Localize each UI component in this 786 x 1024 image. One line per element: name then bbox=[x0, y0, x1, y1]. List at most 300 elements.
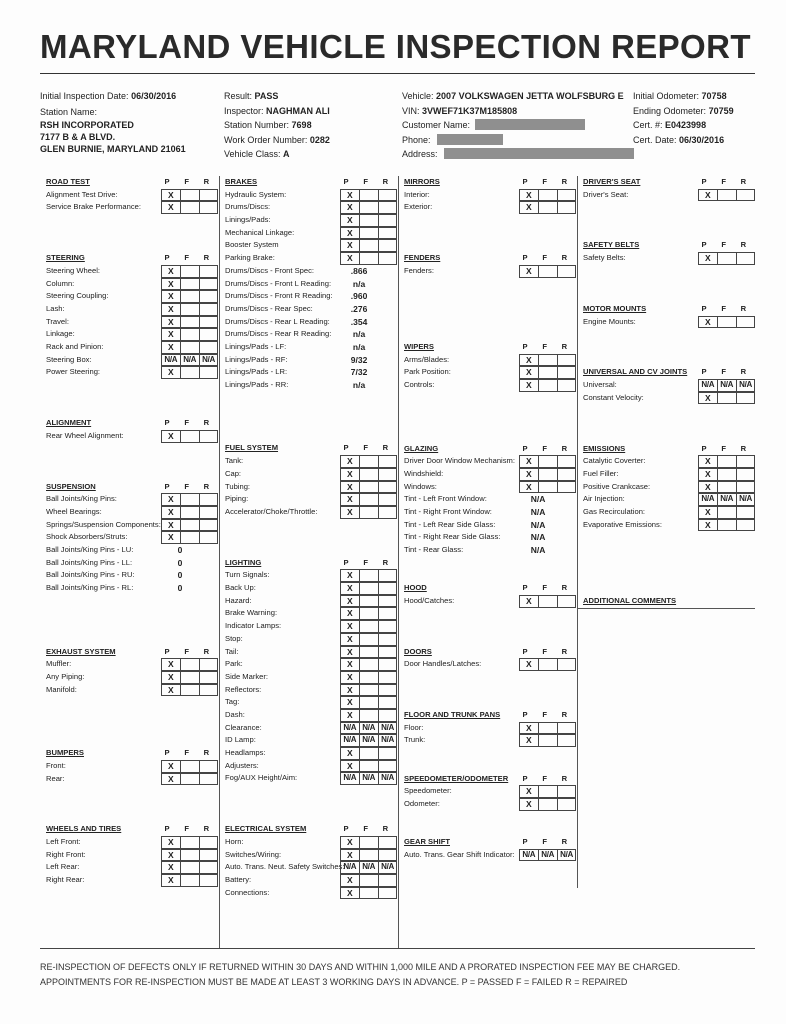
column-heading-f: F bbox=[542, 646, 547, 656]
checklist-row-park-position bbox=[398, 366, 577, 379]
column-heading-r: R bbox=[561, 177, 568, 186]
item-label: Steering Coupling: bbox=[46, 291, 109, 301]
column-heading-f: F bbox=[721, 443, 726, 453]
item-label: Linings/Pads - LR: bbox=[225, 367, 288, 377]
item-label: Interior: bbox=[404, 189, 430, 199]
checklist-row-drums-discs-front-r-reading bbox=[219, 290, 398, 303]
section-spacer bbox=[40, 785, 219, 823]
pfr-cells bbox=[340, 646, 397, 659]
cell-p: X bbox=[519, 366, 539, 379]
cell-f bbox=[359, 696, 379, 709]
cell-p: X bbox=[161, 316, 181, 329]
result: PASS bbox=[254, 91, 279, 101]
cell-p: X bbox=[519, 265, 539, 278]
station-line2: 7177 B & A BLVD. bbox=[40, 132, 116, 142]
cell-p: X bbox=[519, 798, 539, 811]
cell-r bbox=[557, 354, 577, 367]
cell-r bbox=[199, 760, 219, 773]
checklist-row-auto-trans-gear-shift-indicator bbox=[398, 849, 577, 862]
item-label: Speedometer: bbox=[404, 786, 452, 796]
item-label: Universal: bbox=[583, 380, 617, 390]
cell-r bbox=[557, 189, 577, 202]
section-title: STEERING bbox=[46, 253, 85, 263]
item-label: Fog/AUX Height/Aim: bbox=[225, 773, 298, 783]
cell-r: N/A bbox=[378, 772, 398, 785]
cell-p: N/A bbox=[340, 772, 360, 785]
cell-f bbox=[717, 481, 737, 494]
item-label: Muffler: bbox=[46, 659, 72, 669]
cell-f bbox=[538, 379, 558, 392]
column-heading-f: F bbox=[721, 303, 726, 313]
item-label: Fenders: bbox=[404, 265, 434, 275]
cell-f bbox=[180, 328, 200, 341]
cell-f: N/A bbox=[717, 379, 737, 392]
cell-f bbox=[717, 392, 737, 405]
cell-p: X bbox=[340, 760, 360, 773]
customer-label: Customer Name: bbox=[402, 120, 471, 130]
checklist-row-reflectors bbox=[219, 684, 398, 697]
pfr-cells bbox=[340, 506, 397, 519]
checklist-row-tint-left-front-window bbox=[398, 493, 577, 506]
cell-p: X bbox=[340, 620, 360, 633]
measurement-value: .866 bbox=[350, 265, 368, 276]
cell-r bbox=[557, 481, 577, 494]
cell-p: X bbox=[340, 671, 360, 684]
cell-p: X bbox=[340, 709, 360, 722]
item-label: Drums/Discs - Rear Spec: bbox=[225, 303, 313, 313]
column-heading-f: F bbox=[542, 443, 547, 453]
cell-r bbox=[378, 481, 398, 494]
inspector: NAGHMAN ALI bbox=[266, 105, 330, 116]
section-spacer bbox=[398, 278, 577, 342]
cell-r bbox=[378, 709, 398, 722]
checklist-row-piping bbox=[219, 493, 398, 506]
cell-f bbox=[359, 646, 379, 659]
column-heading-p: P bbox=[164, 253, 170, 263]
cell-f bbox=[180, 836, 200, 849]
cell-f bbox=[359, 633, 379, 646]
section-spacer bbox=[40, 696, 219, 747]
cert-number: E0423998 bbox=[665, 120, 707, 130]
checklist-row-booster-system bbox=[219, 239, 398, 252]
cell-p: X bbox=[698, 392, 718, 405]
checklist-row-accelerator-choke-throttle bbox=[219, 506, 398, 519]
cell-p: X bbox=[519, 481, 539, 494]
section-header-motor-mounts bbox=[577, 303, 755, 316]
pfr-cells bbox=[161, 341, 218, 354]
checklist-row-connections bbox=[219, 887, 398, 900]
section-spacer bbox=[40, 214, 219, 252]
cell-p: X bbox=[519, 734, 539, 747]
column-heading-r: R bbox=[740, 443, 747, 453]
cell-r bbox=[557, 201, 577, 214]
checklist-row-linings-pads bbox=[219, 214, 398, 227]
cell-f bbox=[180, 316, 200, 329]
item-label: Accelerator/Choke/Throttle: bbox=[225, 506, 318, 516]
column-heading-p: P bbox=[701, 367, 707, 377]
cell-r: N/A bbox=[378, 861, 398, 874]
column-heading-p: P bbox=[522, 342, 528, 352]
column-heading-r: R bbox=[203, 646, 210, 656]
section-header-steering bbox=[40, 252, 219, 265]
cell-p: X bbox=[161, 430, 181, 443]
checklist-row-headlamps bbox=[219, 747, 398, 760]
cell-r bbox=[557, 468, 577, 481]
item-label: Piping: bbox=[225, 494, 249, 504]
pfr-cells bbox=[161, 201, 218, 214]
cell-p: X bbox=[340, 468, 360, 481]
cell-f bbox=[180, 430, 200, 443]
address-redaction bbox=[444, 148, 634, 159]
section-spacer bbox=[577, 328, 755, 366]
cell-f bbox=[538, 658, 558, 671]
item-label: Horn: bbox=[225, 836, 244, 846]
pfr-cells bbox=[161, 684, 218, 697]
cell-r bbox=[199, 366, 219, 379]
item-label: Hazard: bbox=[225, 595, 252, 605]
item-label: Arms/Blades: bbox=[404, 354, 450, 364]
cell-p: X bbox=[340, 849, 360, 862]
checklist-row-universal bbox=[577, 379, 755, 392]
section-title: BUMPERS bbox=[46, 748, 84, 758]
cell-p: X bbox=[340, 506, 360, 519]
pfr-cells bbox=[340, 493, 397, 506]
pfr-cells bbox=[519, 595, 576, 608]
checklist-row-wheel-bearings bbox=[40, 506, 219, 519]
checklist-row-ball-joints-king-pins-rl bbox=[40, 582, 219, 595]
column-heading-r: R bbox=[203, 253, 210, 263]
section-header-road-test bbox=[40, 176, 219, 189]
cell-r bbox=[557, 722, 577, 735]
pfr-cells bbox=[340, 696, 397, 709]
column-heading-p: P bbox=[343, 443, 349, 453]
measurement-value: 9/32 bbox=[350, 354, 368, 365]
checklist-row-park bbox=[219, 658, 398, 671]
section-spacer bbox=[219, 519, 398, 557]
pfr-cells bbox=[340, 684, 397, 697]
section-title: GEAR SHIFT bbox=[404, 837, 450, 846]
cell-f bbox=[538, 722, 558, 735]
cell-f bbox=[538, 595, 558, 608]
cell-p: X bbox=[340, 239, 360, 252]
checklist-row-turn-signals bbox=[219, 569, 398, 582]
checklist-row-tag bbox=[219, 696, 398, 709]
cell-r bbox=[199, 328, 219, 341]
section-title: BRAKES bbox=[225, 177, 258, 186]
cell-f bbox=[538, 481, 558, 494]
checklist-row-brake-warning bbox=[219, 607, 398, 620]
checklist-row-gas-recirculation bbox=[577, 506, 755, 519]
measurement-value: 0 bbox=[177, 545, 183, 556]
header-vehicle-block bbox=[402, 89, 634, 162]
cell-p: X bbox=[340, 696, 360, 709]
section-title: ROAD TEST bbox=[46, 177, 90, 186]
column-heading-r: R bbox=[740, 240, 747, 250]
header-result-block bbox=[224, 89, 330, 162]
item-label: Air Injection: bbox=[583, 494, 625, 504]
cell-r bbox=[736, 468, 756, 481]
pfr-cells bbox=[340, 607, 397, 620]
checklist-row-lash bbox=[40, 303, 219, 316]
cell-p: X bbox=[161, 201, 181, 214]
column-heading-r: R bbox=[561, 837, 568, 846]
cell-r bbox=[378, 620, 398, 633]
item-label: Controls: bbox=[404, 380, 435, 390]
cell-p: X bbox=[161, 303, 181, 316]
cell-r bbox=[378, 189, 398, 202]
pfr-cells bbox=[519, 785, 576, 798]
cell-p: X bbox=[161, 684, 181, 697]
cell-r bbox=[557, 265, 577, 278]
item-label: Wheel Bearings: bbox=[46, 506, 102, 516]
checklist-row-linings-pads-lf bbox=[219, 341, 398, 354]
cell-p: X bbox=[340, 252, 360, 265]
item-label: ID Lamp: bbox=[225, 735, 256, 745]
cell-f bbox=[180, 671, 200, 684]
cell-p: X bbox=[161, 531, 181, 544]
cell-p: X bbox=[698, 506, 718, 519]
item-label: Mechanical Linkage: bbox=[225, 227, 295, 237]
section-header-lighting bbox=[219, 557, 398, 570]
cell-p: X bbox=[161, 328, 181, 341]
cell-r: N/A bbox=[557, 849, 577, 862]
checklist-row-left-rear bbox=[40, 861, 219, 874]
item-label: Rear Wheel Alignment: bbox=[46, 430, 124, 440]
item-label: Door Handles/Latches: bbox=[404, 659, 482, 669]
cell-p: X bbox=[161, 760, 181, 773]
cell-f: N/A bbox=[359, 722, 379, 735]
initial-date-label: Initial Inspection Date: bbox=[40, 91, 129, 101]
measurement-value: n/a bbox=[352, 341, 366, 352]
cell-r bbox=[378, 646, 398, 659]
item-label: Drums/Discs: bbox=[225, 202, 271, 212]
cell-r bbox=[378, 747, 398, 760]
section-title: MIRRORS bbox=[404, 177, 440, 186]
item-label: Headlamps: bbox=[225, 748, 266, 758]
footer-line2: APPOINTMENTS FOR RE-INSPECTION MUST BE MADE AT LEAST 3 WORKING DAYS IN ADVANCE. P = PASSED F = FAILED R = REPAIRED bbox=[40, 976, 628, 987]
cell-r bbox=[736, 392, 756, 405]
cell-f bbox=[717, 252, 737, 265]
pfr-cells bbox=[340, 658, 397, 671]
item-label: Driver Door Window Mechanism: bbox=[404, 456, 515, 466]
pfr-cells bbox=[161, 531, 218, 544]
pfr-cells bbox=[519, 481, 576, 494]
cell-f bbox=[538, 468, 558, 481]
column-heading-f: F bbox=[184, 418, 189, 428]
checklist-row-linings-pads-lr bbox=[219, 366, 398, 379]
cell-p: N/A bbox=[340, 722, 360, 735]
pfr-cells bbox=[340, 734, 397, 747]
cell-f bbox=[359, 747, 379, 760]
cell-f bbox=[538, 366, 558, 379]
cell-p: X bbox=[161, 189, 181, 202]
section-title: DOORS bbox=[404, 646, 432, 656]
cell-p: X bbox=[698, 468, 718, 481]
column-heading-p: P bbox=[522, 443, 528, 453]
item-label: Indicator Lamps: bbox=[225, 621, 282, 631]
cell-f bbox=[359, 849, 379, 862]
cell-f bbox=[180, 861, 200, 874]
item-label: Springs/Suspension Components: bbox=[46, 519, 161, 529]
cell-r bbox=[378, 633, 398, 646]
checklist-row-drums-discs-front-l-reading bbox=[219, 278, 398, 291]
cell-r bbox=[378, 696, 398, 709]
pfr-cells bbox=[698, 392, 755, 405]
vehicle-label: Vehicle: bbox=[402, 91, 434, 101]
header-station-block bbox=[40, 89, 186, 155]
cell-f bbox=[359, 455, 379, 468]
item-label: Left Rear: bbox=[46, 862, 80, 872]
item-label: Safety Belts: bbox=[583, 253, 626, 263]
item-label: Windshield: bbox=[404, 468, 444, 478]
section-header-exhaust-system bbox=[40, 646, 219, 659]
cell-r bbox=[378, 201, 398, 214]
item-label: Cap: bbox=[225, 468, 242, 478]
checklist-row-windows bbox=[398, 481, 577, 494]
checklist-row-exterior bbox=[398, 201, 577, 214]
cell-f bbox=[538, 265, 558, 278]
section-header-floor-and-trunk-pans bbox=[398, 709, 577, 722]
cell-p: X bbox=[161, 773, 181, 786]
vehicle: 2007 VOLKSWAGEN JETTA WOLFSBURG E bbox=[436, 91, 624, 101]
section-title: DRIVER'S SEAT bbox=[583, 177, 641, 186]
cell-p: X bbox=[340, 201, 360, 214]
checklist-row-power-steering bbox=[40, 366, 219, 379]
pfr-cells bbox=[340, 836, 397, 849]
pfr-cells bbox=[519, 468, 576, 481]
cell-r bbox=[378, 227, 398, 240]
column-heading-f: F bbox=[721, 240, 726, 250]
pfr-cells bbox=[340, 671, 397, 684]
section-spacer bbox=[219, 392, 398, 443]
checklist-row-springs-suspension-components bbox=[40, 519, 219, 532]
column-heading-r: R bbox=[203, 481, 210, 491]
pfr-cells bbox=[698, 252, 755, 265]
cell-p: N/A bbox=[340, 734, 360, 747]
pfr-cells bbox=[161, 760, 218, 773]
checklist-row-controls bbox=[398, 379, 577, 392]
checklist-row-alignment-test-drive bbox=[40, 189, 219, 202]
checklist-row-drums-discs-rear-spec bbox=[219, 303, 398, 316]
pfr-cells bbox=[519, 265, 576, 278]
checklist-row-fuel-filler bbox=[577, 468, 755, 481]
column-heading-r: R bbox=[561, 443, 568, 453]
result-label: Result: bbox=[224, 91, 253, 101]
column-heading-f: F bbox=[721, 367, 726, 377]
cell-r bbox=[378, 252, 398, 265]
item-label: Linings/Pads - LF: bbox=[225, 341, 287, 351]
pfr-cells bbox=[519, 722, 576, 735]
checklist-row-adjusters bbox=[219, 760, 398, 773]
item-label: Ball Joints/King Pins - RL: bbox=[46, 583, 134, 593]
section-title: FLOOR AND TRUNK PANS bbox=[404, 710, 501, 720]
cell-p: X bbox=[340, 684, 360, 697]
checklist-row-clearance bbox=[219, 722, 398, 735]
pfr-cells bbox=[161, 328, 218, 341]
pfr-cells bbox=[340, 620, 397, 633]
checklist-row-ball-joints-king-pins-lu bbox=[40, 544, 219, 557]
item-label: Front: bbox=[46, 760, 66, 770]
cell-p: X bbox=[161, 341, 181, 354]
pfr-cells bbox=[340, 189, 397, 202]
section-title: WHEELS AND TIRES bbox=[46, 824, 122, 834]
section-spacer bbox=[40, 443, 219, 481]
column-heading-p: P bbox=[343, 824, 349, 834]
checklist-row-driver-s-seat bbox=[577, 189, 755, 202]
cell-f: N/A bbox=[359, 861, 379, 874]
pfr-cells bbox=[161, 773, 218, 786]
cell-p: X bbox=[340, 569, 360, 582]
checklist-column-3 bbox=[398, 176, 577, 861]
cell-r bbox=[378, 455, 398, 468]
cell-f bbox=[180, 849, 200, 862]
cell-f bbox=[180, 658, 200, 671]
pfr-cells bbox=[161, 861, 218, 874]
station-line1: RSH INCORPORATED bbox=[40, 120, 134, 130]
checklist-row-ball-joints-king-pins bbox=[40, 493, 219, 506]
item-label: Column: bbox=[46, 278, 75, 288]
checklist-row-steering-wheel bbox=[40, 265, 219, 278]
checklist-row-steering-box bbox=[40, 354, 219, 367]
initial-date: 06/30/2016 bbox=[131, 91, 177, 101]
checklist-row-rear-wheel-alignment bbox=[40, 430, 219, 443]
pfr-cells bbox=[340, 722, 397, 735]
cell-p: X bbox=[340, 214, 360, 227]
item-label: Tag: bbox=[225, 697, 240, 707]
checklist-row-tint-right-front-window bbox=[398, 506, 577, 519]
section-spacer bbox=[398, 557, 577, 582]
cell-f bbox=[359, 569, 379, 582]
cell-f bbox=[180, 290, 200, 303]
checklist-row-mechanical-linkage bbox=[219, 227, 398, 240]
cell-p: N/A bbox=[340, 861, 360, 874]
cell-f: N/A bbox=[359, 772, 379, 785]
item-label: Positive Crankcase: bbox=[583, 481, 651, 491]
section-header-hood bbox=[398, 582, 577, 595]
cell-p: X bbox=[340, 747, 360, 760]
cell-r bbox=[199, 836, 219, 849]
cell-r bbox=[378, 493, 398, 506]
pfr-cells bbox=[698, 506, 755, 519]
column-heading-p: P bbox=[343, 177, 349, 186]
measurement-value: 7/32 bbox=[350, 367, 368, 378]
checklist-row-horn bbox=[219, 836, 398, 849]
item-label: Any Piping: bbox=[46, 671, 85, 681]
cell-r bbox=[199, 519, 219, 532]
cell-r bbox=[378, 874, 398, 887]
item-label: Steering Box: bbox=[46, 354, 92, 364]
measurement-value: .960 bbox=[350, 291, 368, 302]
inspector-label: Inspector: bbox=[224, 105, 264, 116]
cell-p: X bbox=[519, 379, 539, 392]
cell-p: X bbox=[519, 201, 539, 214]
cell-r bbox=[736, 189, 756, 202]
cell-r bbox=[557, 734, 577, 747]
column-heading-f: F bbox=[363, 824, 368, 834]
item-label: Adjusters: bbox=[225, 760, 259, 770]
cell-r bbox=[736, 455, 756, 468]
checklist-row-back-up bbox=[219, 582, 398, 595]
pfr-cells bbox=[698, 455, 755, 468]
cell-p: N/A bbox=[519, 849, 539, 862]
cell-f bbox=[359, 493, 379, 506]
column-heading-p: P bbox=[164, 177, 170, 186]
cell-f bbox=[359, 836, 379, 849]
column-heading-r: R bbox=[203, 748, 210, 758]
checklist-row-drums-discs-rear-r-reading bbox=[219, 328, 398, 341]
checklist-row-arms-blades bbox=[398, 354, 577, 367]
item-label: Linings/Pads: bbox=[225, 215, 271, 225]
